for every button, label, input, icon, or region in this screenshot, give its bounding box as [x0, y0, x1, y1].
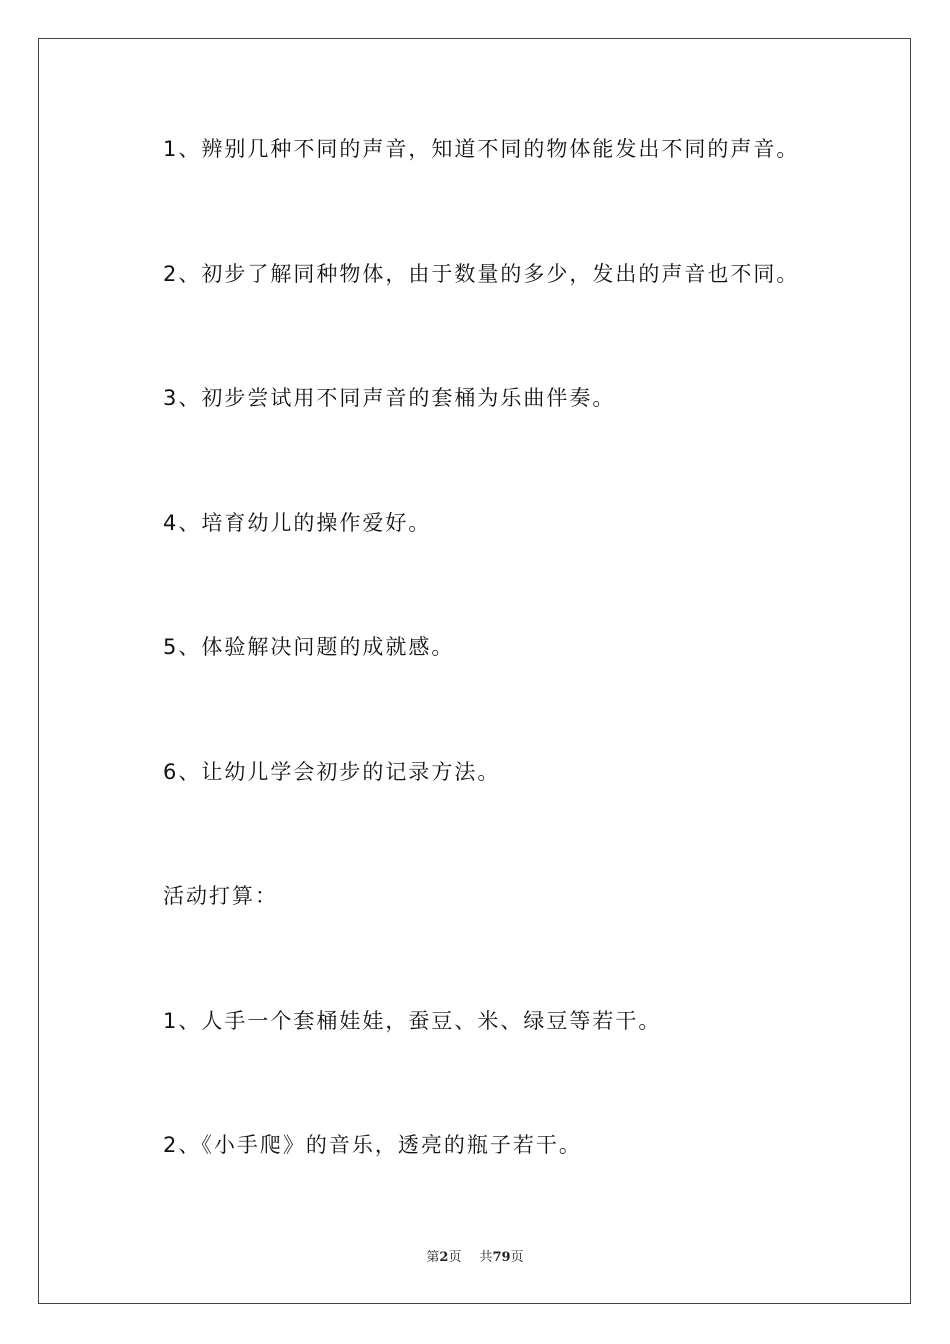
goal-item-4: 4、培育幼儿的操作爱好。 [163, 511, 432, 535]
section-heading-preparation: 活动打算： [163, 884, 278, 908]
goal-item-1: 1、辨别几种不同的声音，知道不同的物体能发出不同的声音。 [163, 137, 800, 161]
footer-total-prefix: 共 [479, 1250, 493, 1265]
goal-item-3: 3、初步尝试用不同声音的套桶为乐曲伴奏。 [163, 386, 616, 410]
goal-item-5: 5、体验解决问题的成就感。 [163, 635, 455, 659]
footer-page-number: 2 [439, 1250, 449, 1265]
page-footer [0, 1246, 950, 1265]
goal-item-2: 2、初步了解同种物体，由于数量的多少，发出的声音也不同。 [163, 262, 800, 286]
footer-page-suffix: 页 [448, 1250, 462, 1265]
goal-item-6: 6、让幼儿学会初步的记录方法。 [163, 760, 501, 784]
prep-item-2: 2、《小手爬》的音乐，透亮的瓶子若干。 [163, 1133, 582, 1157]
footer-page-prefix: 第 [426, 1250, 440, 1265]
footer-total-suffix: 页 [510, 1250, 524, 1265]
footer-total-pages: 79 [492, 1250, 511, 1265]
prep-item-1: 1、人手一个套桶娃娃，蚕豆、米、绿豆等若干。 [163, 1009, 662, 1033]
page-border [38, 38, 911, 1304]
